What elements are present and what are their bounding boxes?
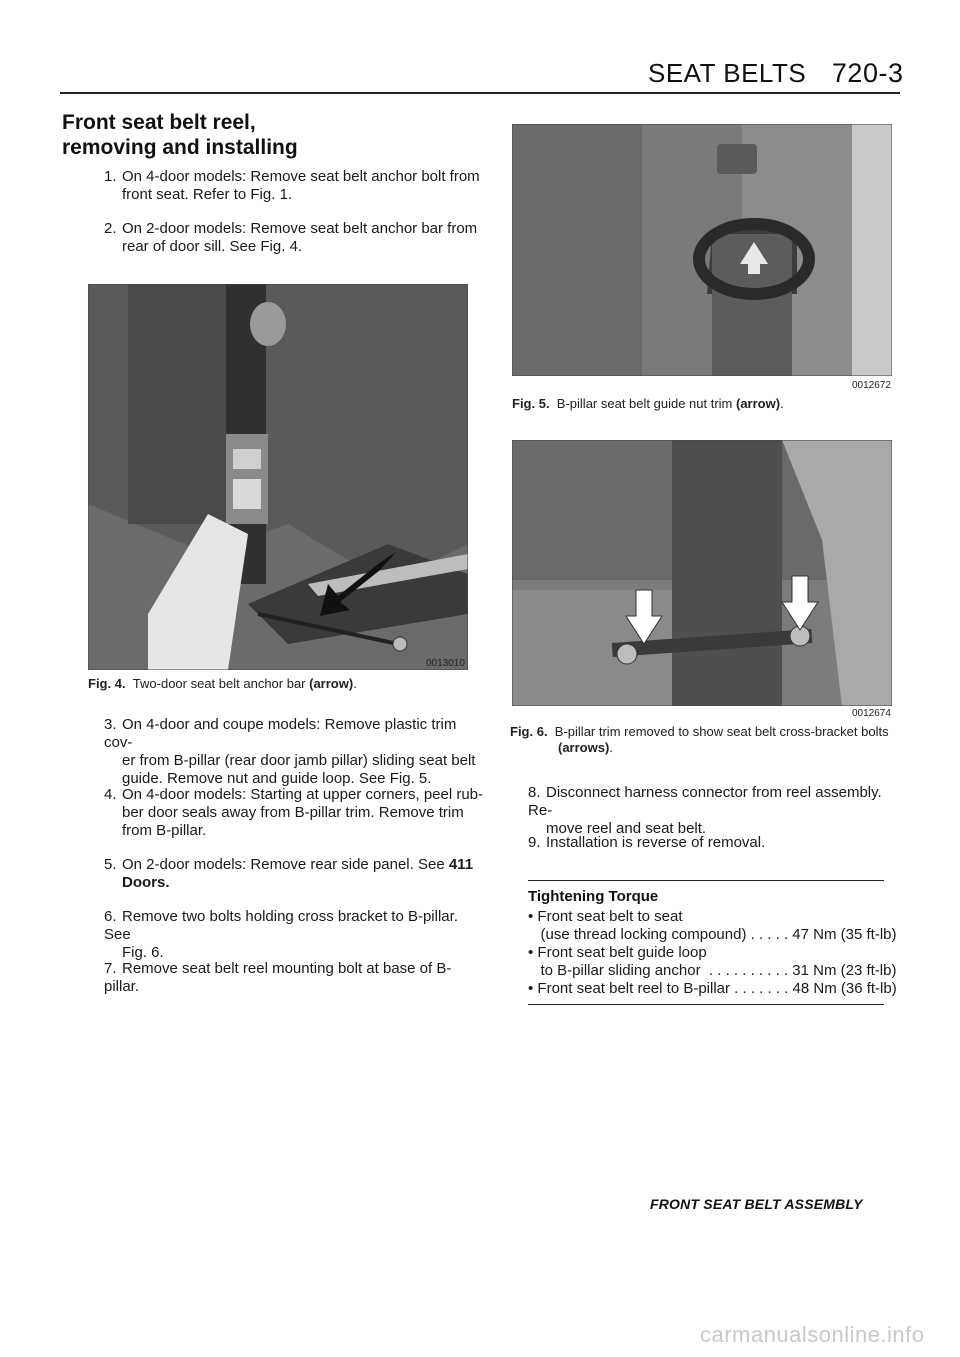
torque-line: • Front seat belt reel to B-pillar . . . . . . . 48 Nm (36 ft-lb) <box>528 980 897 997</box>
page-number: 720-3 <box>831 58 904 88</box>
step-6: 6. Remove two bolts holding cross bracket to B-pillar. See Fig. 6. <box>104 908 458 961</box>
header-rule <box>60 92 900 94</box>
torque-rule-bottom <box>528 1004 884 1005</box>
section-title: SEAT BELTS <box>648 58 807 88</box>
torque-list <box>528 908 897 998</box>
torque-rule-top <box>528 880 884 881</box>
section-heading: Front seat belt reel, removing and installing <box>62 111 298 159</box>
fig4-code: 0013010 <box>426 658 465 669</box>
fig5-illustration <box>512 124 892 376</box>
fig6-caption: Fig. 6. B-pillar trim removed to show seat belt cross-bracket bolts (arrows). <box>510 724 889 755</box>
step-3: 3. On 4-door and coupe models: Remove plastic trim cov- er from B-pillar (rear door jamb pillar) sliding seat belt guide. Remove nut and guide loop. See Fig. 5. <box>104 716 476 787</box>
page-footer: FRONT SEAT BELT ASSEMBLY <box>650 1196 863 1212</box>
fig5-code: 0012672 <box>852 380 891 391</box>
fig6-code: 0012674 <box>852 708 891 719</box>
fig5-photo <box>512 124 892 376</box>
page-header <box>648 58 903 89</box>
fig5-caption: Fig. 5. B-pillar seat belt guide nut trim (arrow). <box>512 396 784 411</box>
fig4-caption: Fig. 4. Two-door seat belt anchor bar (arrow). <box>88 676 357 691</box>
step-4: 4. On 4-door models: Starting at upper corners, peel rub- ber door seals away from B-pillar trim. Remove trim from B-pillar. <box>104 786 484 839</box>
torque-title: Tightening Torque <box>528 888 659 905</box>
torque-line: (use thread locking compound) . . . . . 47 Nm (35 ft-lb) <box>528 926 897 943</box>
step-5: 5. On 2-door models: Remove rear side panel. See 411 Doors. <box>104 856 474 891</box>
torque-line: to B-pillar sliding anchor . . . . . . . . . . 31 Nm (23 ft-lb) <box>528 962 897 979</box>
fig4-illustration <box>88 284 468 670</box>
step-2: 2. On 2-door models: Remove seat belt anchor bar from rear of door sill. See Fig. 4. <box>104 220 478 255</box>
torque-line: • Front seat belt guide loop <box>528 944 707 961</box>
watermark: carmanualsonline.info <box>700 1322 925 1347</box>
step-9: 9. Installation is reverse of removal. <box>528 834 766 851</box>
fig6-photo <box>512 440 892 706</box>
step-1: 1. On 4-door models: Remove seat belt anchor bolt from front seat. Refer to Fig. 1. <box>104 168 480 203</box>
fig6-illustration <box>512 440 892 706</box>
step-7: 7. Remove seat belt reel mounting bolt at base of B-pillar. <box>104 960 452 995</box>
step-8: 8. Disconnect harness connector from reel assembly. Re- move reel and seat belt. <box>528 784 882 837</box>
fig4-photo <box>88 284 468 670</box>
torque-line: • Front seat belt to seat <box>528 908 683 925</box>
